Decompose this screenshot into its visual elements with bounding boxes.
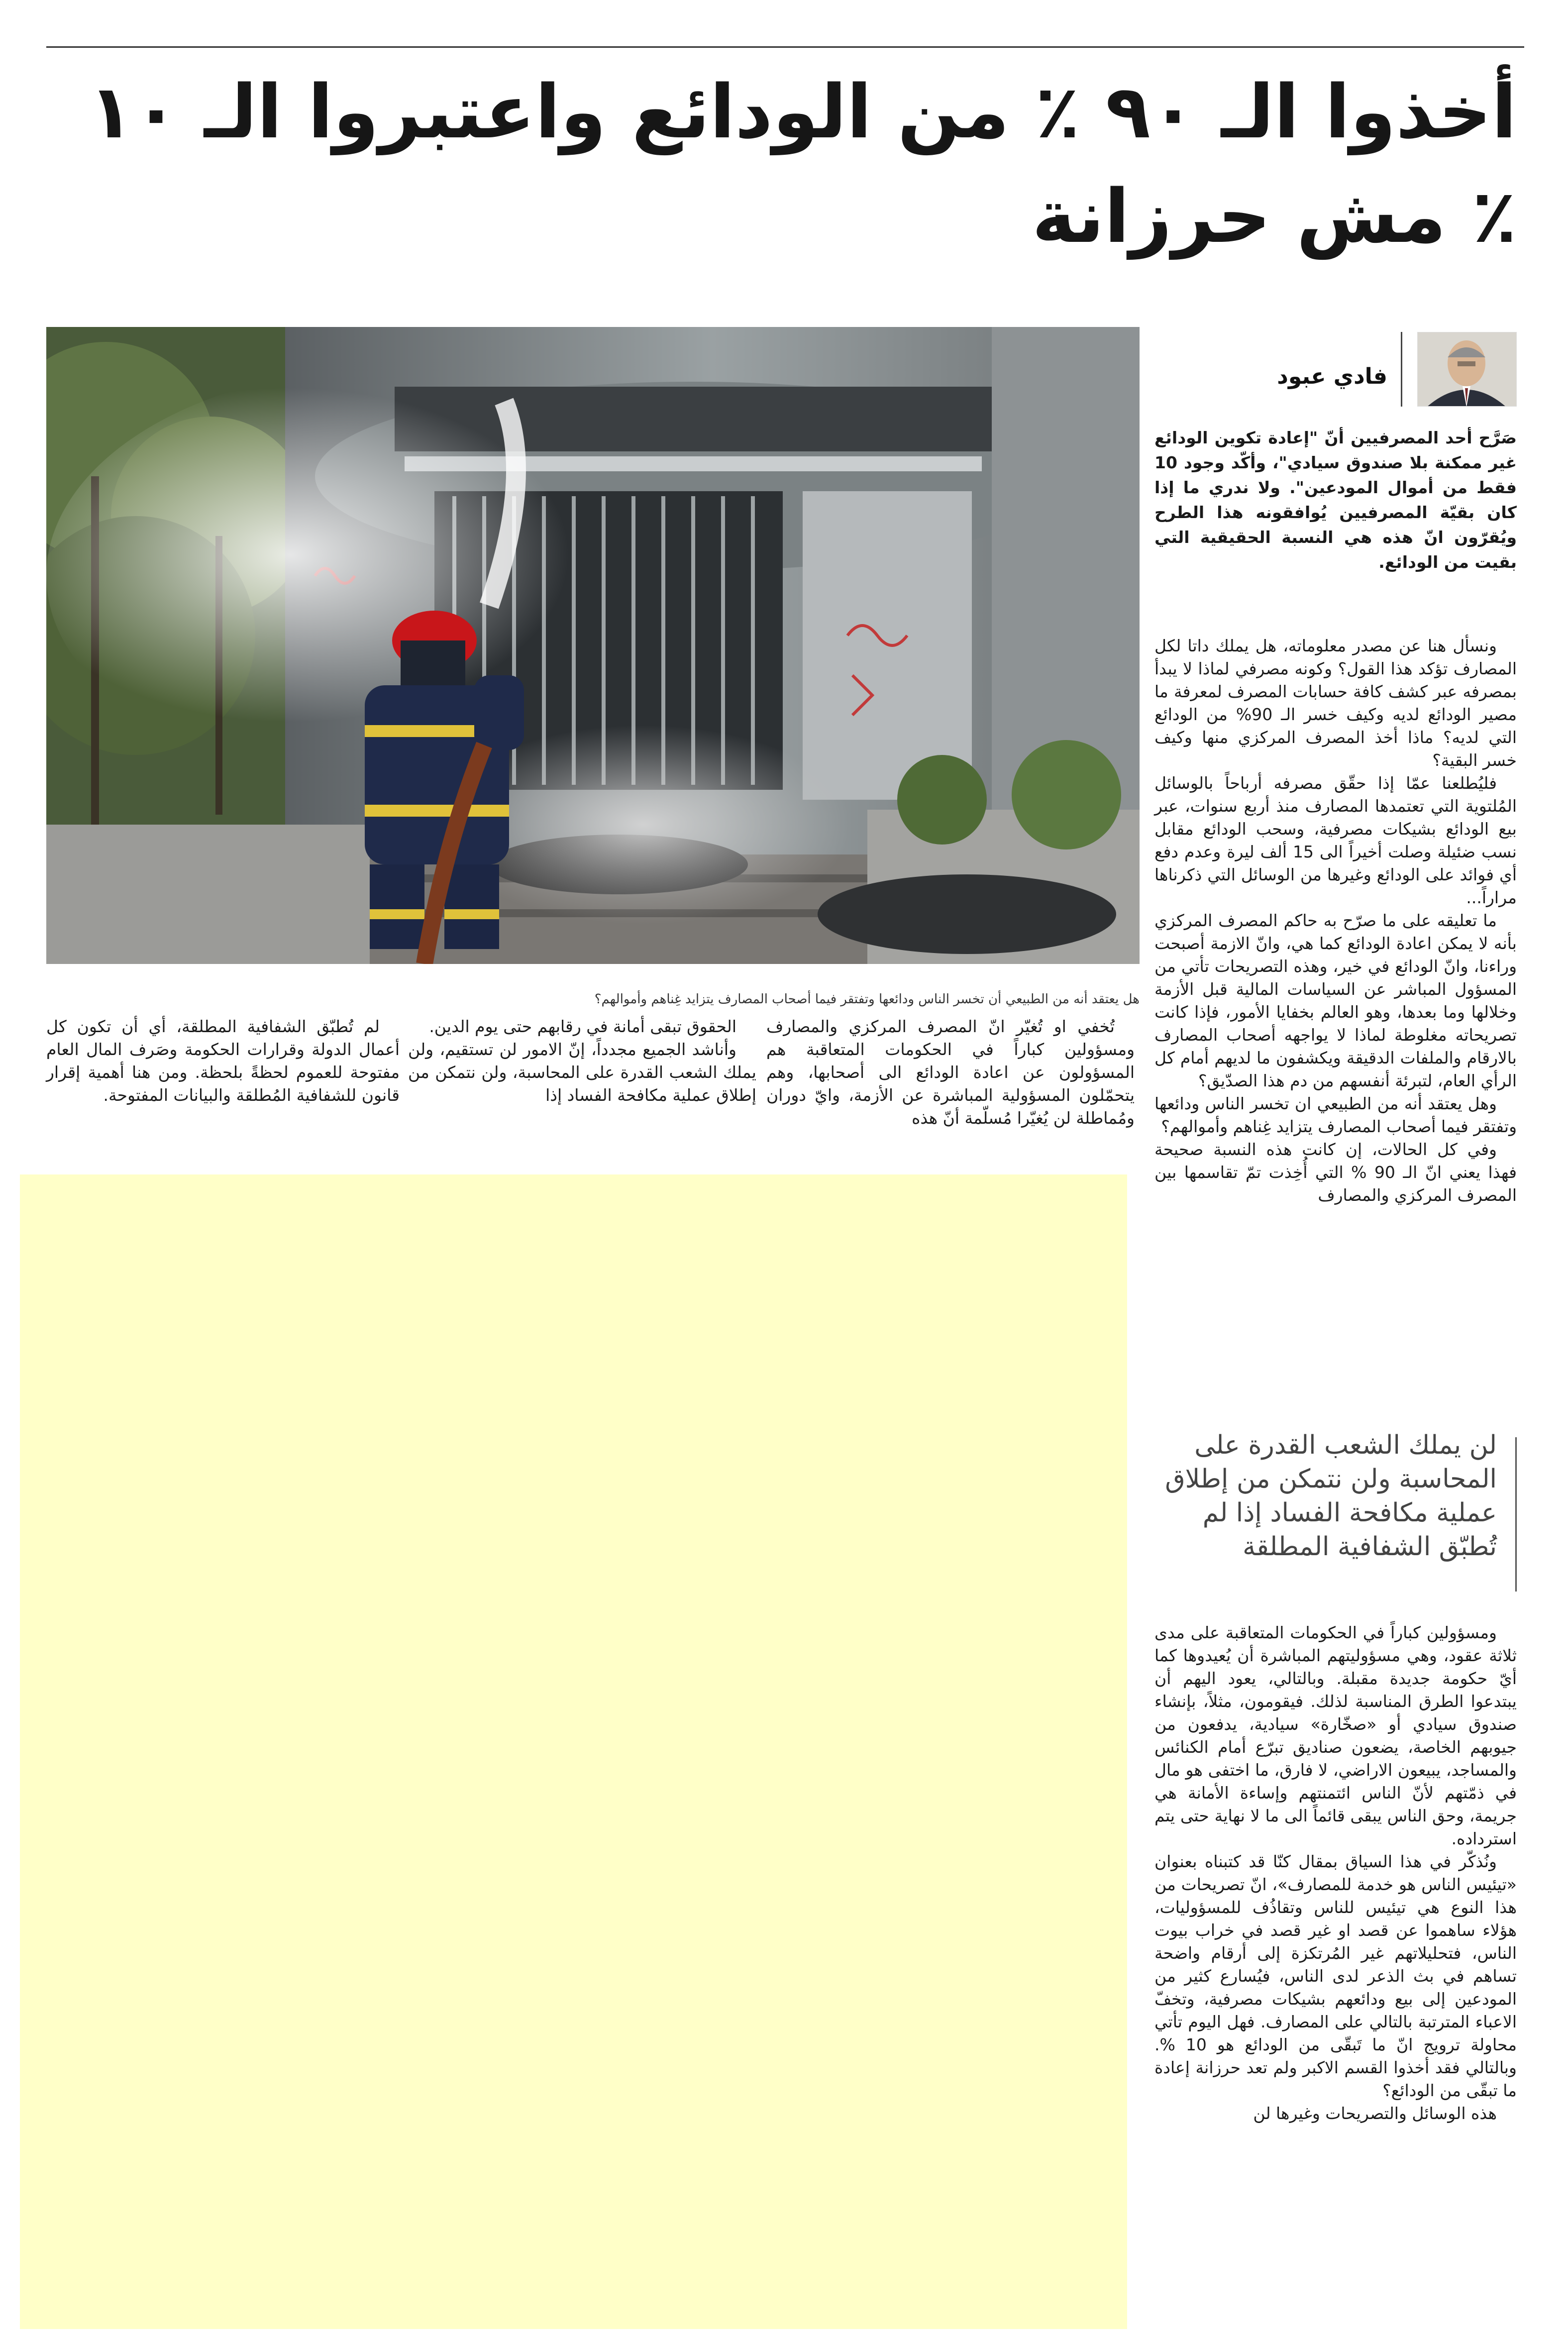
author-block: [1154, 327, 1517, 407]
author-avatar: [1417, 332, 1517, 407]
author-separator: [1401, 332, 1402, 407]
column-c: [46, 1015, 400, 1107]
blank-ad-space: [20, 1174, 1127, 2329]
paragraph: لم تُطبّق الشفافية المطلقة، أي أن تكون كل أعمال الدولة وقرارات الحكومة وصَرف المال العام مفتوحة للعموم لحظةً بلحظة. ومن هنا أهمية إقرار قانون للشفافية المُطلقة والبيانات المفتوحة.: [46, 1017, 400, 1105]
paragraph: تُخفي او تُغيّر انّ المصرف المركزي والمصارف ومسؤولين كباراً في الحكومات المتعاقبة هم المسؤولون عن اعادة الودائع الى أصحابها، وهم يتحمّلون المسؤولية المباشرة عن الأزمة، وايّ دوران ومُماطلة لن يُغيّرا مُسلّمة أنّ هذه: [766, 1017, 1135, 1128]
paragraph: ونُذكّر في هذا السياق بمقال كنّا قد كتبناه بعنوان «تيئيس الناس هو خدمة للمصارف»، انّ تصريحات من هذا النوع هي تيئيس للناس وتقاذُف للمسؤوليات، هؤلاء ساهموا عن قصد او غير قصد في خراب بيوت الناس، فتحليلاتهم غير المُرتكزة إلى أرقام واضحة تساهم في بث الذعر لدى الناس، فيُسارع كثير من المودعين إلى بيع ودائعهم بشيكات مصرفية، وتخفّ الاعباء المترتبة بالتالي على المصارف. فهل اليوم تأتي محاولة ترويج انّ ما تَبقّى من الودائع هو 10 %. وبالتالي فقد أخذوا القسم الاكبر ولم تعد حرزانة إعادة ما تبقّى من الودائع؟: [1154, 1852, 1517, 2100]
author-name: فادي عبود: [1277, 364, 1387, 389]
paragraph: وفي كل الحالات، إن كانت هذه النسبة صحيحة فهذا يعني انّ الـ 90 % التي أُخِذت تمّ تقاسمها بين المصرف المركزي والمصارف: [1154, 1140, 1517, 1205]
paragraph: الحقوق تبقى أمانة في رقابهم حتى يوم الدين.: [429, 1017, 736, 1036]
paragraph: هذه الوسائل والتصريحات وغيرها لن: [1253, 2104, 1497, 2123]
column-right-top: [1154, 635, 1517, 1207]
lead-paragraph: صَرَّح أحد المصرفيين أنّ "إعادة تكوين الودائع غير ممكنة بلا صندوق سيادي"، وأكّد وجود 10 فقط من أموال المودعين". ولا ندري ما إذا كان بقيّة المصرفيين يُوافقونه هذا الطرح ويُقرّون انّ هذه هي النسبة الحقيقية التي بقيت من الودائع.: [1154, 428, 1517, 572]
headline: أخذوا الـ ٩٠ ٪ من الودائع واعتبروا الـ ١٠ ٪ مش حرزانة: [89, 69, 1517, 259]
paragraph: ونسأل هنا عن مصدر معلوماته، هل يملك داتا لكل المصارف تؤكد هذا القول؟ وكونه مصرفي لماذا لا يبدأ بمصرفه عبر كشف كافة حسابات المصرف لمعرفة ما مصير الودائع لديه وكيف خسر الـ 90% من الودائع التي لديه؟ ماذا أخذ المصرف المركزي منها وكيف خسر البقية؟: [1154, 636, 1517, 770]
paragraph: وأناشد الجميع مجدداً، إنّ الامور لن تستقيم، ولن يملك الشعب القدرة على المحاسبة، ولن نتمكن من إطلاق عملية مكافحة الفساد إذا: [408, 1040, 756, 1105]
top-rule: [46, 46, 1524, 48]
pull-quote: [1154, 1428, 1517, 1597]
pull-quote-text: لن يملك الشعب القدرة على المحاسبة ولن نتمكن من إطلاق عملية مكافحة الفساد إذا لم تُطبّق الشفافية المطلقة: [1165, 1430, 1497, 1562]
photo-firefighter-bank-image: [46, 327, 1140, 964]
photo-caption: هل يعتقد أنه من الطبيعي أن تخسر الناس ودائعها وتفتقر فيما أصحاب المصارف يتزايد غِناهم وأموالهم؟: [594, 992, 1140, 1007]
column-b: [408, 1015, 756, 1107]
article-photo: [46, 327, 1140, 964]
pull-quote-bar: [1515, 1437, 1517, 1592]
paragraph: فليُطلعنا عمّا إذا حقّق مصرفه أرباحاً بالوسائل المُلتوية التي تعتمدها المصارف منذ أربع سنوات، عبر بيع الودائع بشيكات مصرفية، وسحب الودائع مقابل نسب ضئيلة وصلت أخيراً الى 15 ألف ليرة وعدم دفع أي فوائد على الودائع وغيرها من الوسائل التي ذكرناها مراراً...: [1154, 773, 1517, 907]
column-a: [766, 1015, 1135, 1130]
column-right-bottom: [1154, 1621, 1517, 2125]
paragraph: ومسؤولين كباراً في الحكومات المتعاقبة على مدى ثلاثة عقود، وهي مسؤوليتهم المباشرة أن يُعيدوها كما أيّ حكومة جديدة مقبلة. وبالتالي، يعود اليهم أن يبتدعوا الطرق المناسبة لذلك. فيقومون، مثلاً، بإنشاء صندوق سيادي أو «صخّارة» سيادية، يدفعون من جيوبهم الخاصة، يضعون صناديق تبرّع أمام الكنائس والمساجد، يبيعون الاراضي، لا فارق، ما اختفى هو مال في ذمّتهم لأنّ الناس ائتمنتهم وإساءة الأمانة هي جريمة، وحق الناس يبقى قائماً الى ما لا نهاية حتى يتم استرداده.: [1154, 1623, 1517, 1848]
paragraph: وهل يعتقد أنه من الطبيعي ان تخسر الناس ودائعها وتفتقر فيما أصحاب المصارف يتزايد غِناهم وأموالهم؟: [1154, 1094, 1517, 1136]
paragraph: ما تعليقه على ما صرّح به حاكم المصرف المركزي بأنه لا يمكن اعادة الودائع كما هي، وانّ الازمة أصبحت وراءنا، وانّ الودائع في خير، وهذه التصريحات تأتي من المسؤول المباشر عن السياسات المالية قبل الأزمة وخلالها وما بعدها، وهو العالم بخفايا الأمور، فإذا كانت تصريحاته مغلوطة لماذا لا يواجهه أصحاب المصارف بالارقام والملفات الدقيقة ويكشفون ما لديهم أمام كل الرأي العام، لتبرئة أنفسهم من دم هذا الصدّيق؟: [1154, 911, 1517, 1090]
